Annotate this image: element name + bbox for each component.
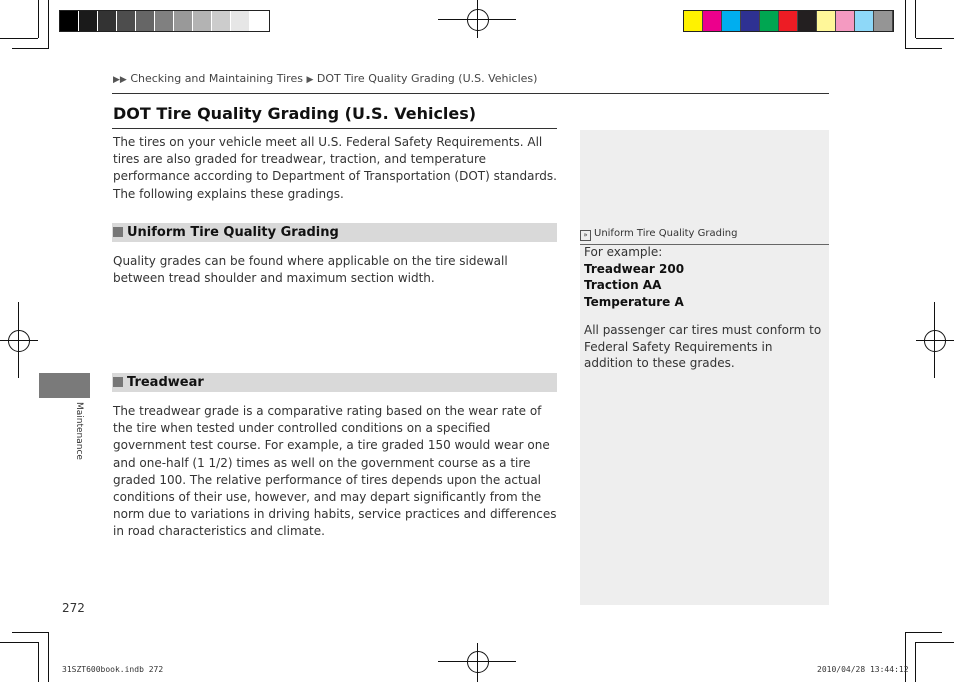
intro-paragraph: The tires on your vehicle meet all U.S. Federal Safety Requirements. All tires are also graded for treadwear, traction, and temperature performance according to Department of Transportation (DOT) standards. The following explains these gradings. [113, 135, 557, 201]
sidebar-example-traction: Traction AA [584, 278, 662, 292]
sidebar-example-treadwear: Treadwear 200 [584, 262, 685, 276]
grayscale-color-bar [59, 10, 270, 32]
color-swatch-7 [817, 11, 836, 31]
gray-swatch-3 [117, 11, 136, 31]
slug-timestamp: 2010/04/28 13:44:12 [817, 665, 909, 674]
sidebar-example-label: For example: [584, 245, 663, 259]
title-rule [112, 128, 557, 129]
gray-swatch-7 [193, 11, 212, 31]
gray-swatch-8 [212, 11, 231, 31]
color-swatch-3 [741, 11, 760, 31]
page-number: 272 [62, 601, 85, 615]
page-title: DOT Tire Quality Grading (U.S. Vehicles) [113, 104, 477, 123]
gray-swatch-10 [250, 11, 269, 31]
breadcrumb-arrows-icon: ▶▶ [113, 75, 127, 85]
section-heading-treadwear [112, 373, 557, 392]
breadcrumb-separator-icon: ▶ [306, 75, 314, 85]
square-bullet-icon [113, 227, 123, 237]
color-swatch-2 [722, 11, 741, 31]
uniform-grading-paragraph: Quality grades can be found where applicable on the tire sidewall between tread shoulder and maximum section width. [113, 254, 508, 286]
breadcrumb-current: DOT Tire Quality Grading (U.S. Vehicles) [316, 72, 538, 85]
color-swatch-10 [874, 11, 893, 31]
sidebar-heading-label: Uniform Tire Quality Grading [594, 228, 738, 239]
chapter-tab-marker [39, 373, 90, 398]
section-heading-label: Uniform Tire Quality Grading [127, 225, 339, 240]
gray-swatch-2 [98, 11, 117, 31]
color-swatch-8 [836, 11, 855, 31]
section-heading-label: Treadwear [127, 375, 204, 390]
header-rule [112, 93, 829, 94]
sidebar-heading [580, 228, 737, 241]
slug-file: 31SZT600book.indb 272 [62, 665, 164, 674]
color-swatch-1 [703, 11, 722, 31]
color-swatch-5 [779, 11, 798, 31]
gray-swatch-1 [79, 11, 98, 31]
breadcrumb [113, 72, 537, 85]
color-swatch-9 [855, 11, 874, 31]
square-bullet-icon [113, 377, 123, 387]
gray-swatch-5 [155, 11, 174, 31]
reference-icon: » [580, 230, 591, 241]
treadwear-paragraph: The treadwear grade is a comparative rating based on the wear rate of the tire when tested under controlled conditions on a specified government test course. For example, a tire graded 150 would wear one and one-half (1 1/2) times as well on the government course as a tire graded 100. The relative performance of tires depends upon the actual conditions of their use, however, and may depart significantly from the norm due to variations in driving habits, service practices and differences in road characteristics and climate. [113, 404, 557, 539]
gray-swatch-0 [60, 11, 79, 31]
sidebar-example-temperature: Temperature A [584, 295, 684, 309]
gray-swatch-6 [174, 11, 193, 31]
sidebar-note: All passenger car tires must conform to Federal Safety Requirements in addition to these grades. [584, 323, 822, 370]
gray-swatch-4 [136, 11, 155, 31]
chapter-tab-label: Maintenance [74, 402, 84, 460]
color-swatch-0 [684, 11, 703, 31]
breadcrumb-section: Checking and Maintaining Tires [130, 72, 303, 85]
process-color-bar [683, 10, 894, 32]
color-swatch-6 [798, 11, 817, 31]
color-swatch-4 [760, 11, 779, 31]
section-heading-uniform-grading [112, 223, 557, 242]
gray-swatch-9 [231, 11, 250, 31]
